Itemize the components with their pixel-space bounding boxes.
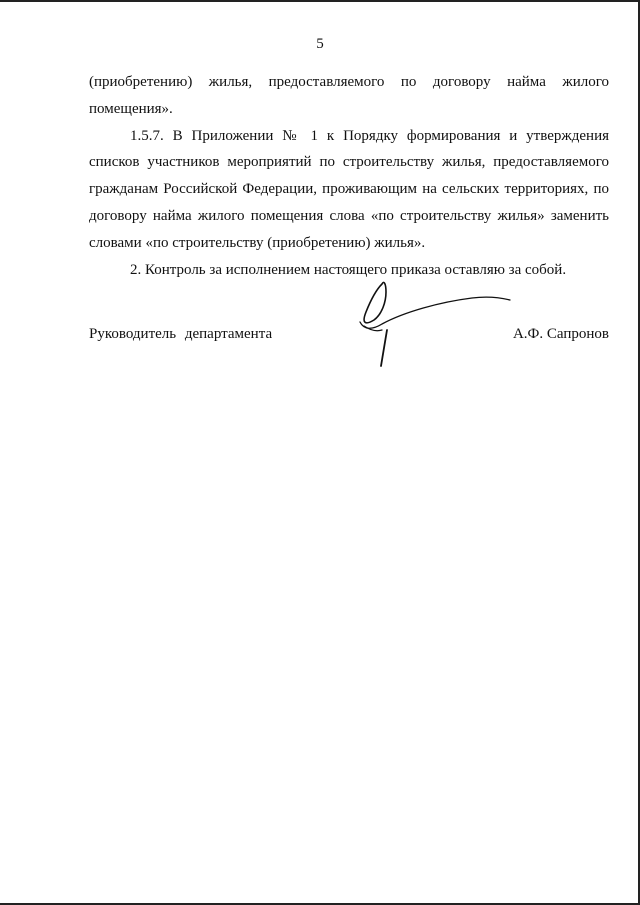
text-line: словами «по строительству (приобретению) жилья».	[89, 234, 426, 251]
paragraph-continuation	[89, 69, 609, 123]
text-line: гражданам Российской Федерации, проживающим на сельских территориях, по	[89, 181, 609, 198]
text-line: списков участников мероприятий по строительству жилья, предоставляемого	[89, 154, 609, 171]
text-line: договору найма жилого помещения слова «по строительству жилья» заменить	[89, 207, 609, 224]
signatory-position: Руководитель департамента	[89, 326, 273, 342]
paragraph-item-1-5-7	[89, 123, 609, 257]
text-line: 2. Контроль за исполнением настоящего приказа оставляю за собой.	[130, 261, 567, 278]
handwritten-signature	[352, 276, 514, 368]
page-number: 5	[316, 36, 324, 52]
text-line: 1.5.7. В Приложении № 1 к Порядку формирования и утверждения	[130, 127, 609, 144]
text-line: (приобретению) жилья, предоставляемого по договору найма жилого	[89, 74, 609, 90]
paragraph-item-2	[89, 257, 609, 284]
text-line: помещения».	[89, 100, 173, 117]
signatory-name: А.Ф. Сапронов	[512, 326, 609, 342]
document-body	[89, 69, 609, 283]
signature-block	[89, 326, 609, 350]
scan-edge-top	[0, 0, 640, 2]
